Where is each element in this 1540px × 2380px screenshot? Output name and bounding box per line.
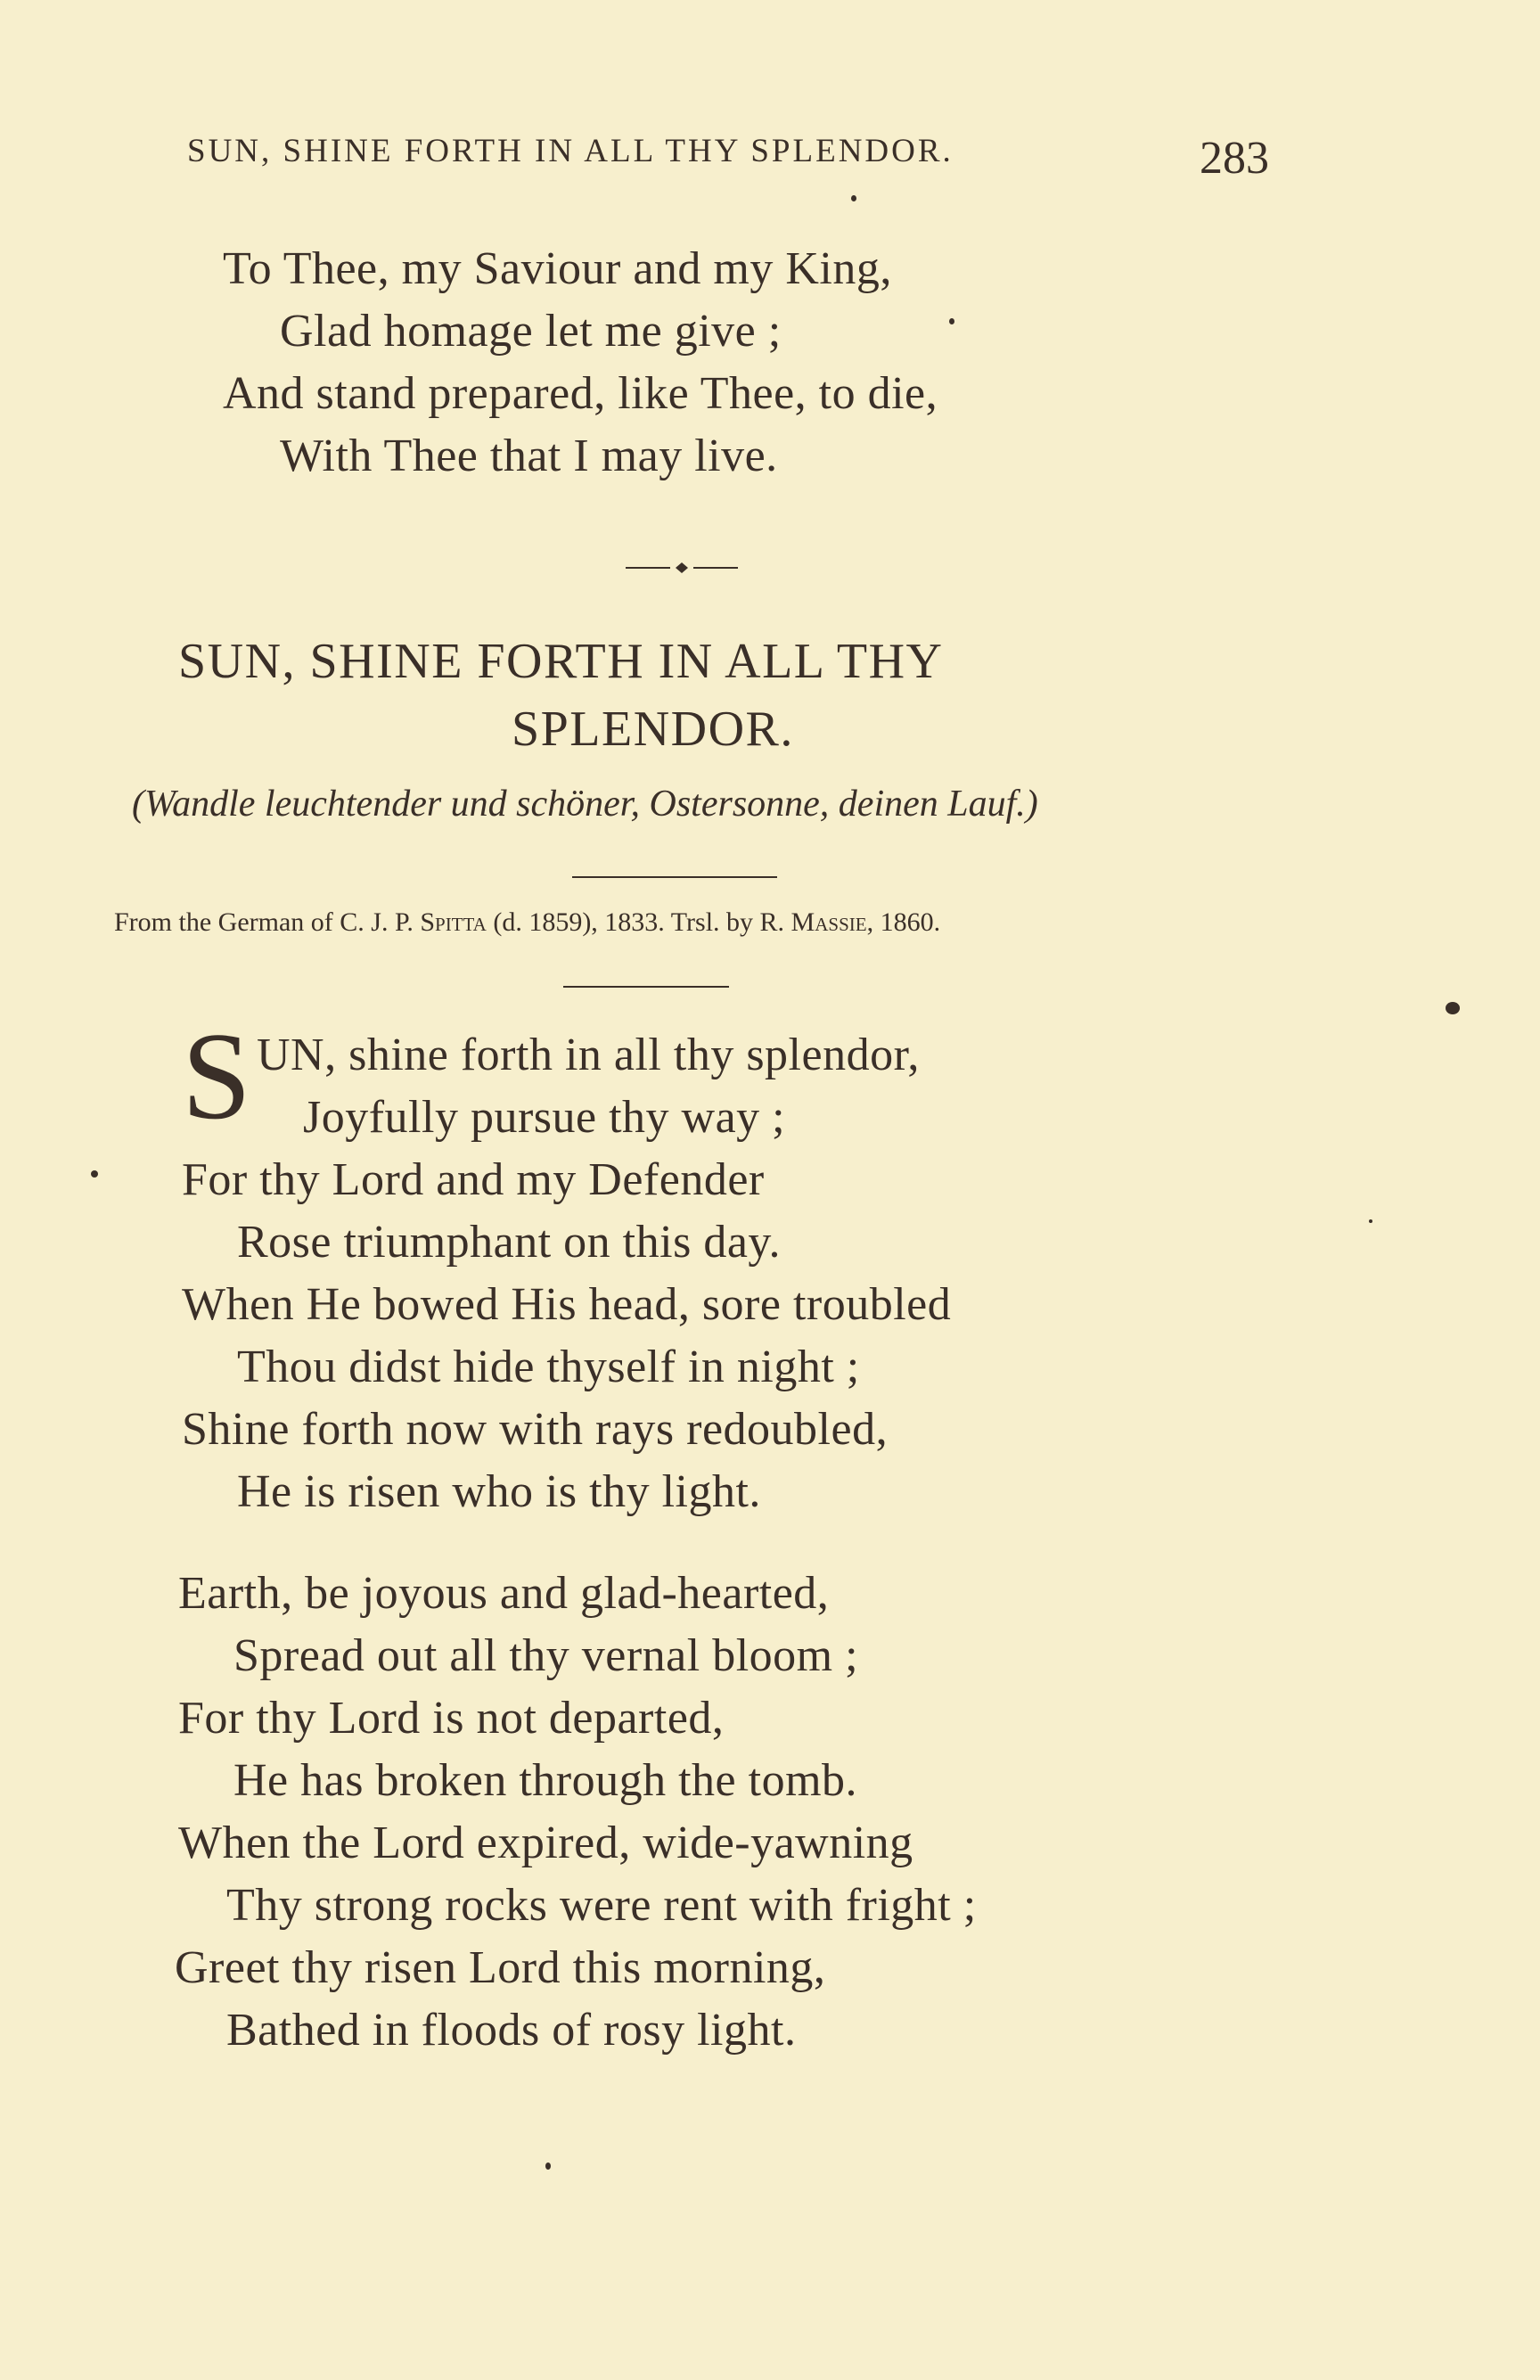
rule-bottom <box>563 986 729 988</box>
ink-speck <box>545 2163 551 2170</box>
rule-top <box>572 876 777 878</box>
verse-line: Earth, be joyous and glad-hearted, <box>178 1568 830 1619</box>
verse-line: And stand prepared, like Thee, to die, <box>223 368 938 419</box>
verse-line: Joyfully pursue thy way ; <box>303 1092 786 1143</box>
ink-speck <box>851 195 856 201</box>
verse-line: Thou didst hide thyself in night ; <box>237 1342 860 1392</box>
verse-line: UN, shine forth in all thy splendor, <box>257 1030 920 1080</box>
verse-line: Bathed in floods of rosy light. <box>226 2005 797 2056</box>
hymn-title-line-1: SUN, SHINE FORTH IN ALL THY <box>178 634 944 689</box>
verse-line: Greet thy risen Lord this morning, <box>175 1942 826 1993</box>
verse-line: To Thee, my Saviour and my King, <box>223 243 892 294</box>
verse-line: Thy strong rocks were rent with fright ; <box>226 1880 977 1931</box>
verse-line: For thy Lord and my Defender <box>182 1154 765 1205</box>
verse-line: Spread out all thy vernal bloom ; <box>233 1630 859 1681</box>
ornament-divider <box>624 554 740 581</box>
running-head: SUN, SHINE FORTH IN ALL THY SPLENDOR. <box>187 133 954 169</box>
verse-line: He has broken through the tomb. <box>233 1755 858 1806</box>
attribution: From the German of C. J. P. Spitta (d. 1859), 1833. Trsl. by R. Massie, 1860. <box>114 907 941 937</box>
ink-speck <box>1446 1002 1460 1014</box>
ink-speck <box>91 1170 98 1178</box>
verse-line: With Thee that I may live. <box>280 431 778 481</box>
verse-line: For thy Lord is not departed, <box>178 1693 725 1744</box>
drop-cap: S <box>182 1007 251 1145</box>
verse-line: When He bowed His head, sore troubled <box>182 1279 952 1330</box>
ink-speck <box>1369 1219 1372 1223</box>
verse-line: Shine forth now with rays redoubled, <box>182 1404 889 1455</box>
verse-line: Rose triumphant on this day. <box>237 1217 782 1268</box>
verse-line: He is risen who is thy light. <box>237 1466 761 1517</box>
verse-line: Glad homage let me give ; <box>280 306 782 357</box>
page-number: 283 <box>1200 133 1269 184</box>
hymn-title-line-2: SPLENDOR. <box>512 702 794 757</box>
verse-line: When the Lord expired, wide-yawning <box>178 1818 913 1868</box>
ink-speck <box>949 318 954 324</box>
original-title: (Wandle leuchtender und schöner, Ostersonne, deinen Lauf.) <box>132 784 1038 825</box>
